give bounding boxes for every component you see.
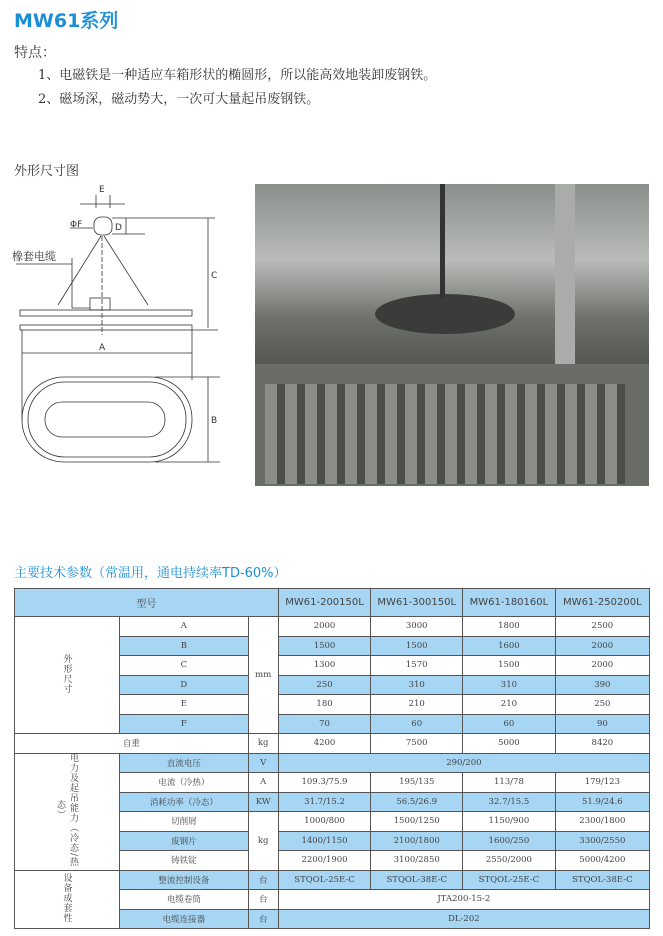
table-cell: 铸铁锭 — [120, 851, 249, 871]
table-cell: 70 — [278, 714, 371, 734]
table-cell: F — [120, 714, 249, 734]
table-cell: 1800 — [463, 617, 556, 637]
table-cell: 整流控制设备 — [120, 870, 249, 890]
table-cell: 210 — [371, 695, 463, 715]
table-cell: 2200/1900 — [278, 851, 371, 871]
table-cell: 3100/2850 — [371, 851, 463, 871]
table-row — [15, 753, 650, 773]
table-cell: 90 — [555, 714, 649, 734]
table-cell — [15, 753, 120, 870]
table-cell: 5000/4200 — [555, 851, 649, 871]
table-cell: 2500 — [555, 617, 649, 637]
label-cable: 橡套电缆 — [12, 250, 56, 263]
model: MW61-250200L — [555, 589, 649, 617]
table-cell: mm — [248, 617, 278, 734]
table-cell: 1300 — [278, 656, 371, 676]
table-cell: 56.5/26.9 — [371, 792, 463, 812]
table-cell: 1600/250 — [463, 831, 556, 851]
table-cell: 5000 — [463, 734, 556, 754]
group-label: 外形尺寸 — [61, 653, 72, 694]
feature-item: 1、电磁铁是一种适应车箱形状的椭圆形，所以能高效地装卸废钢铁。 — [38, 68, 437, 83]
table-cell: V — [248, 753, 278, 773]
table-cell: 60 — [463, 714, 556, 734]
table-cell — [15, 617, 120, 734]
table-cell — [15, 870, 120, 929]
table-cell: 1500 — [278, 636, 371, 656]
table-cell: JTA200-15-2 — [278, 890, 649, 910]
table-cell: 2550/2000 — [463, 851, 556, 871]
table-cell: D — [120, 675, 249, 695]
table-cell: 250 — [555, 695, 649, 715]
table-cell: 1150/900 — [463, 812, 556, 832]
page-title: MW61系列 — [14, 10, 119, 32]
table-cell: 195/135 — [371, 773, 463, 793]
table-cell: 2000 — [555, 656, 649, 676]
table-cell: 1570 — [371, 656, 463, 676]
model-header: 型号 — [15, 589, 279, 617]
spec-table — [14, 588, 650, 929]
table-cell: 250 — [278, 675, 371, 695]
table-cell: 1500/1250 — [371, 812, 463, 832]
table-cell: 电缆连接器 — [120, 909, 249, 929]
table-cell: 直流电压 — [120, 753, 249, 773]
table-cell: 109.3/75.9 — [278, 773, 371, 793]
table-cell: 2300/1800 — [555, 812, 649, 832]
feature-item: 2、磁场深，磁动势大，一次可大量起吊废钢铁。 — [38, 92, 320, 107]
label-a: A — [99, 343, 106, 353]
table-row — [15, 617, 650, 637]
dimension-diagram — [0, 180, 250, 470]
table-cell: 210 — [463, 695, 556, 715]
table-cell: 台 — [248, 909, 278, 929]
model: MW61-180160L — [463, 589, 556, 617]
table-cell: 1000/800 — [278, 812, 371, 832]
label-e: E — [99, 185, 105, 195]
table-cell: 8420 — [555, 734, 649, 754]
table-cell: 1500 — [371, 636, 463, 656]
table-cell: STQOL-38E-C — [555, 870, 649, 890]
table-cell: 电流（冷热） — [120, 773, 249, 793]
table-cell: 3300/2550 — [555, 831, 649, 851]
table-cell: A — [120, 617, 249, 637]
table-cell: STQOL-25E-C — [463, 870, 556, 890]
table-cell: 31.7/15.2 — [278, 792, 371, 812]
table-cell: 消耗功率（冷态） — [120, 792, 249, 812]
table-cell: 废钢片 — [120, 831, 249, 851]
table-cell: 台 — [248, 870, 278, 890]
table-cell: 60 — [371, 714, 463, 734]
table-cell: DL-202 — [278, 909, 649, 929]
table-cell: E — [120, 695, 249, 715]
label-f: ΦF — [70, 220, 83, 230]
table-cell: KW — [248, 792, 278, 812]
product-photo — [255, 184, 649, 486]
table-cell: 1600 — [463, 636, 556, 656]
table-cell: 2100/1800 — [371, 831, 463, 851]
table-cell: 电缆卷筒 — [120, 890, 249, 910]
table-cell: 51.9/24.6 — [555, 792, 649, 812]
table-heading: 主要技术参数（常温用，通电持续率TD-60%） — [14, 566, 287, 581]
model: MW61-200150L — [278, 589, 371, 617]
table-cell: STQOL-25E-C — [278, 870, 371, 890]
table-cell: 310 — [371, 675, 463, 695]
table-cell: 2000 — [555, 636, 649, 656]
table-cell: 7500 — [371, 734, 463, 754]
group-label: 设备成套性 — [61, 872, 72, 923]
table-cell: 290/200 — [278, 753, 649, 773]
features-heading: 特点： — [14, 45, 56, 61]
table-row — [15, 734, 650, 754]
model: MW61-300150L — [371, 589, 463, 617]
table-cell: 2000 — [278, 617, 371, 637]
group-label: 电力及起吊能力（冷态/热态） — [55, 752, 78, 868]
table-cell: B — [120, 636, 249, 656]
table-cell: 切削屑 — [120, 812, 249, 832]
table-cell: 390 — [555, 675, 649, 695]
label-c: C — [211, 271, 218, 281]
table-row — [15, 870, 650, 890]
table-cell: 113/78 — [463, 773, 556, 793]
table-cell: 自重 — [15, 734, 249, 754]
table-cell: 1400/1150 — [278, 831, 371, 851]
table-cell: 4200 — [278, 734, 371, 754]
table-cell: 310 — [463, 675, 556, 695]
table-cell: 台 — [248, 890, 278, 910]
table-cell: kg — [248, 812, 278, 871]
table-cell: STQOL-38E-C — [371, 870, 463, 890]
table-cell: 3000 — [371, 617, 463, 637]
label-b: B — [211, 416, 218, 426]
label-d: D — [115, 223, 122, 233]
table-cell: C — [120, 656, 249, 676]
table-cell: 179/123 — [555, 773, 649, 793]
table-cell: A — [248, 773, 278, 793]
table-cell: 180 — [278, 695, 371, 715]
dimension-heading: 外形尺寸图 — [14, 164, 80, 179]
table-cell: 1500 — [463, 656, 556, 676]
table-cell: 32.7/15.5 — [463, 792, 556, 812]
table-cell: kg — [248, 734, 278, 754]
